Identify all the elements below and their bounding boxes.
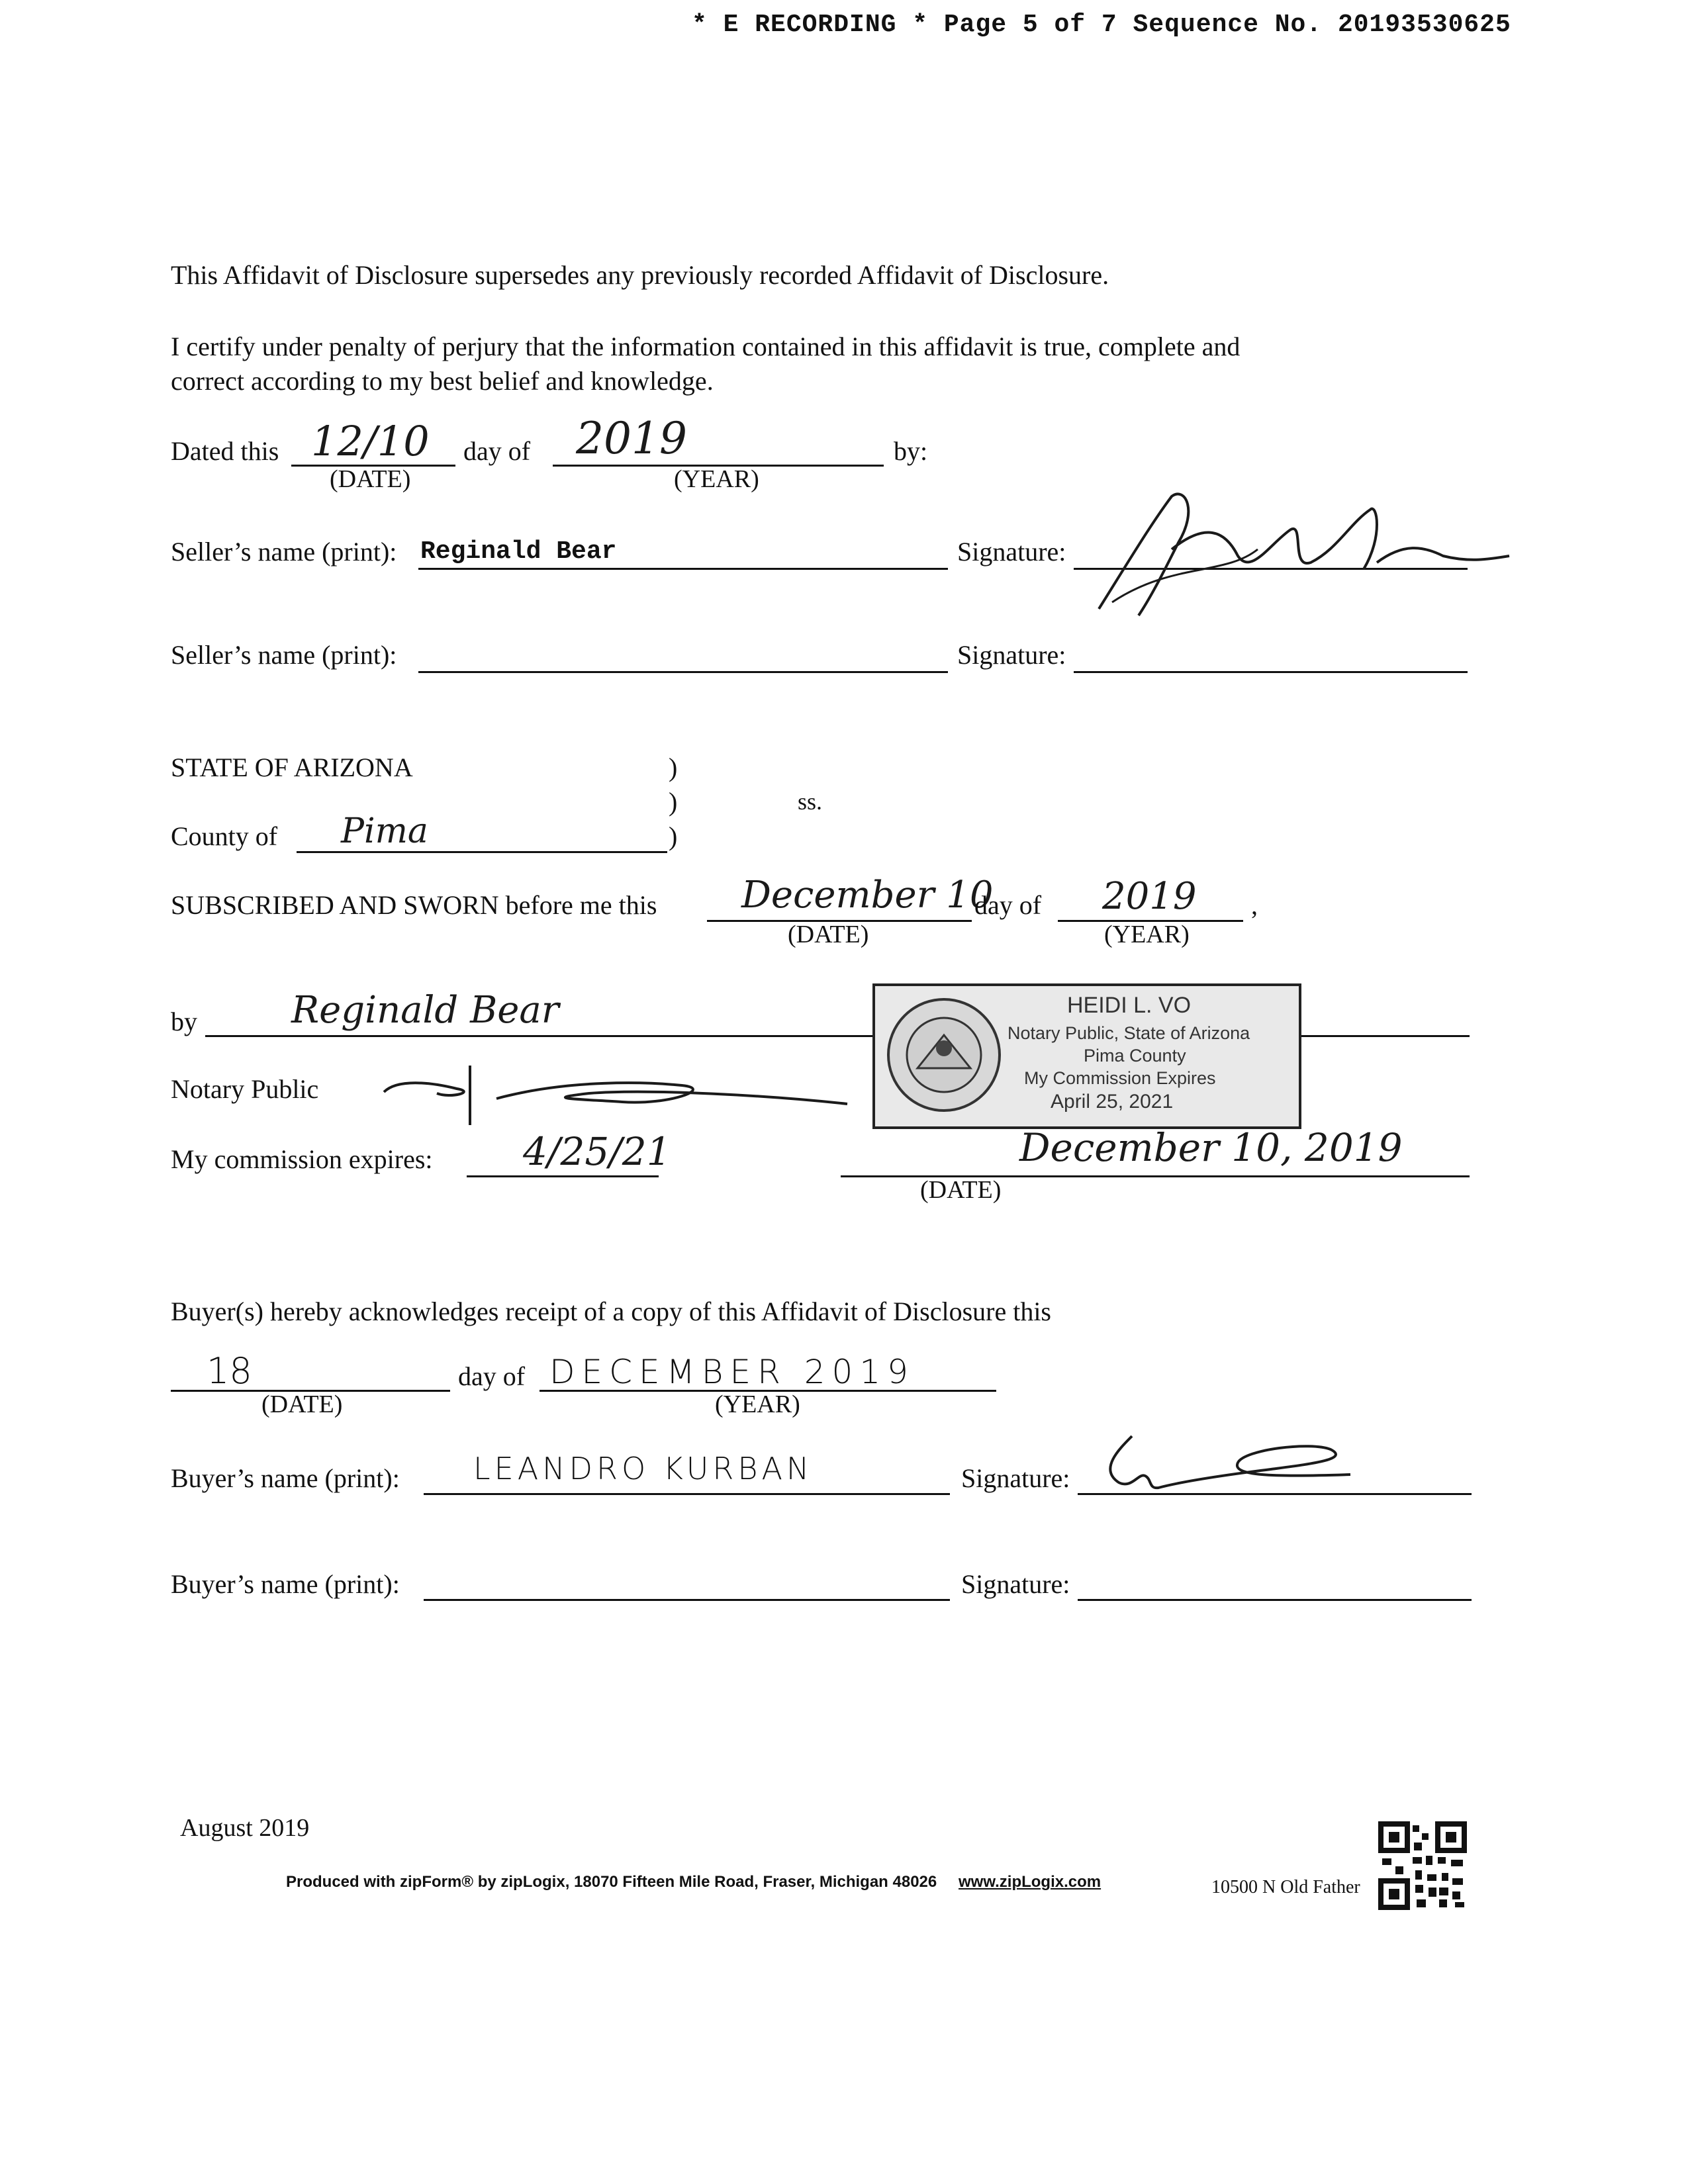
paren-2: ) <box>669 787 678 817</box>
buyer2-name-line[interactable] <box>424 1599 950 1601</box>
dated-year-value[interactable]: 2019 <box>576 413 687 464</box>
paren-1: ) <box>669 752 678 782</box>
certify-statement-line2: correct according to my best belief and knowledge. <box>171 366 714 396</box>
buyer-year-caption: (YEAR) <box>715 1390 800 1418</box>
state-of-arizona: STATE OF ARIZONA <box>171 752 413 782</box>
buyer2-signature-label: Signature: <box>961 1569 1070 1599</box>
stamp-line4: My Commission Expires <box>1024 1068 1216 1088</box>
seller2-name-label: Seller’s name (print): <box>171 640 397 670</box>
buyer2-signature-line[interactable] <box>1078 1599 1472 1601</box>
seller1-signature-mark <box>1072 483 1509 642</box>
recording-header: * E RECORDING * Page 5 of 7 Sequence No. 20193530625 <box>692 11 1511 39</box>
notary-signature-mark <box>371 1052 874 1132</box>
subscribed-date-value[interactable]: December 10 <box>741 874 994 917</box>
seller2-signature-line[interactable] <box>1074 671 1468 673</box>
dated-date-caption: (DATE) <box>330 465 411 493</box>
arizona-seal-icon <box>884 995 1004 1115</box>
dated-year-caption: (YEAR) <box>674 465 759 493</box>
form-revision-date: August 2019 <box>180 1814 310 1842</box>
signed-date-value[interactable]: December 10, 2019 <box>1019 1125 1403 1170</box>
produced-with-footer: Produced with zipForm® by zipLogix, 18070 Fifteen Mile Road, Fraser, Michigan 48026 <box>286 1873 937 1891</box>
stamp-notary-name: HEIDI L. VO <box>1067 993 1192 1018</box>
dated-by-label: by: <box>894 436 928 466</box>
buyer-day-value[interactable]: 18 <box>207 1350 252 1392</box>
stamp-line3: Pima County <box>1084 1046 1186 1066</box>
seller2-name-line[interactable] <box>418 671 948 673</box>
buyer1-signature-label: Signature: <box>961 1463 1070 1493</box>
county-value[interactable]: Pima <box>341 811 428 851</box>
commission-expires-label: My commission expires: <box>171 1144 433 1174</box>
notary-public-label: Notary Public <box>171 1074 319 1104</box>
property-address: 10500 N Old Father <box>1211 1877 1360 1897</box>
signed-date-caption: (DATE) <box>920 1176 1002 1204</box>
dated-this-label: Dated this <box>171 436 279 466</box>
seller1-name-value[interactable]: Reginald Bear <box>420 537 617 566</box>
commission-line <box>467 1175 659 1177</box>
buyer1-name-label: Buyer’s name (print): <box>171 1463 400 1493</box>
certify-statement-line1: I certify under penalty of perjury that the information contained in this affidavit is true, complete and <box>171 332 1241 361</box>
county-line <box>297 851 667 853</box>
buyer2-name-label: Buyer’s name (print): <box>171 1569 400 1599</box>
buyer1-name-line <box>424 1493 950 1495</box>
subscribed-year-value[interactable]: 2019 <box>1102 875 1197 918</box>
seller1-signature-label: Signature: <box>957 537 1066 567</box>
subscribed-year-caption: (YEAR) <box>1104 921 1190 948</box>
commission-value[interactable]: 4/25/21 <box>523 1129 671 1174</box>
stamp-line2: Notary Public, State of Arizona <box>1008 1023 1250 1043</box>
dated-day-of-label: day of <box>463 436 531 466</box>
notary-seal-stamp <box>872 983 1301 1129</box>
subscribed-day-of-label: day of <box>974 890 1042 920</box>
dated-date-value[interactable]: 12/10 <box>311 417 430 465</box>
buyer-month-year-value[interactable]: DECEMBER 2019 <box>549 1353 915 1391</box>
subscribed-sworn-label: SUBSCRIBED AND SWORN before me this <box>171 890 657 920</box>
by-value[interactable]: Reginald Bear <box>291 989 559 1032</box>
qr-code-icon <box>1378 1821 1467 1910</box>
paren-3: ) <box>669 821 678 851</box>
subscribed-comma: , <box>1251 890 1258 920</box>
by-label: by <box>171 1007 197 1036</box>
supersedes-statement: This Affidavit of Disclosure supersedes any previously recorded Affidavit of Disclosure. <box>171 260 1109 290</box>
buyer-day-of-label: day of <box>458 1361 526 1391</box>
subscribed-date-caption: (DATE) <box>788 921 869 948</box>
seller1-name-line <box>418 568 948 570</box>
county-of-label: County of <box>171 821 278 851</box>
stamp-line5: April 25, 2021 <box>1051 1091 1174 1113</box>
seller1-name-label: Seller’s name (print): <box>171 537 397 567</box>
buyer1-signature-mark <box>1072 1423 1390 1509</box>
buyer1-name-value[interactable]: LEANDRO KURBAN <box>473 1451 814 1486</box>
ziplogix-link[interactable]: www.zipLogix.com <box>959 1873 1102 1891</box>
ss-label: ss. <box>798 788 823 815</box>
seller2-signature-label: Signature: <box>957 640 1066 670</box>
buyer-day-caption: (DATE) <box>261 1390 343 1418</box>
buyer-acknowledgment-text: Buyer(s) hereby acknowledges receipt of a copy of this Affidavit of Disclosure this <box>171 1297 1051 1326</box>
